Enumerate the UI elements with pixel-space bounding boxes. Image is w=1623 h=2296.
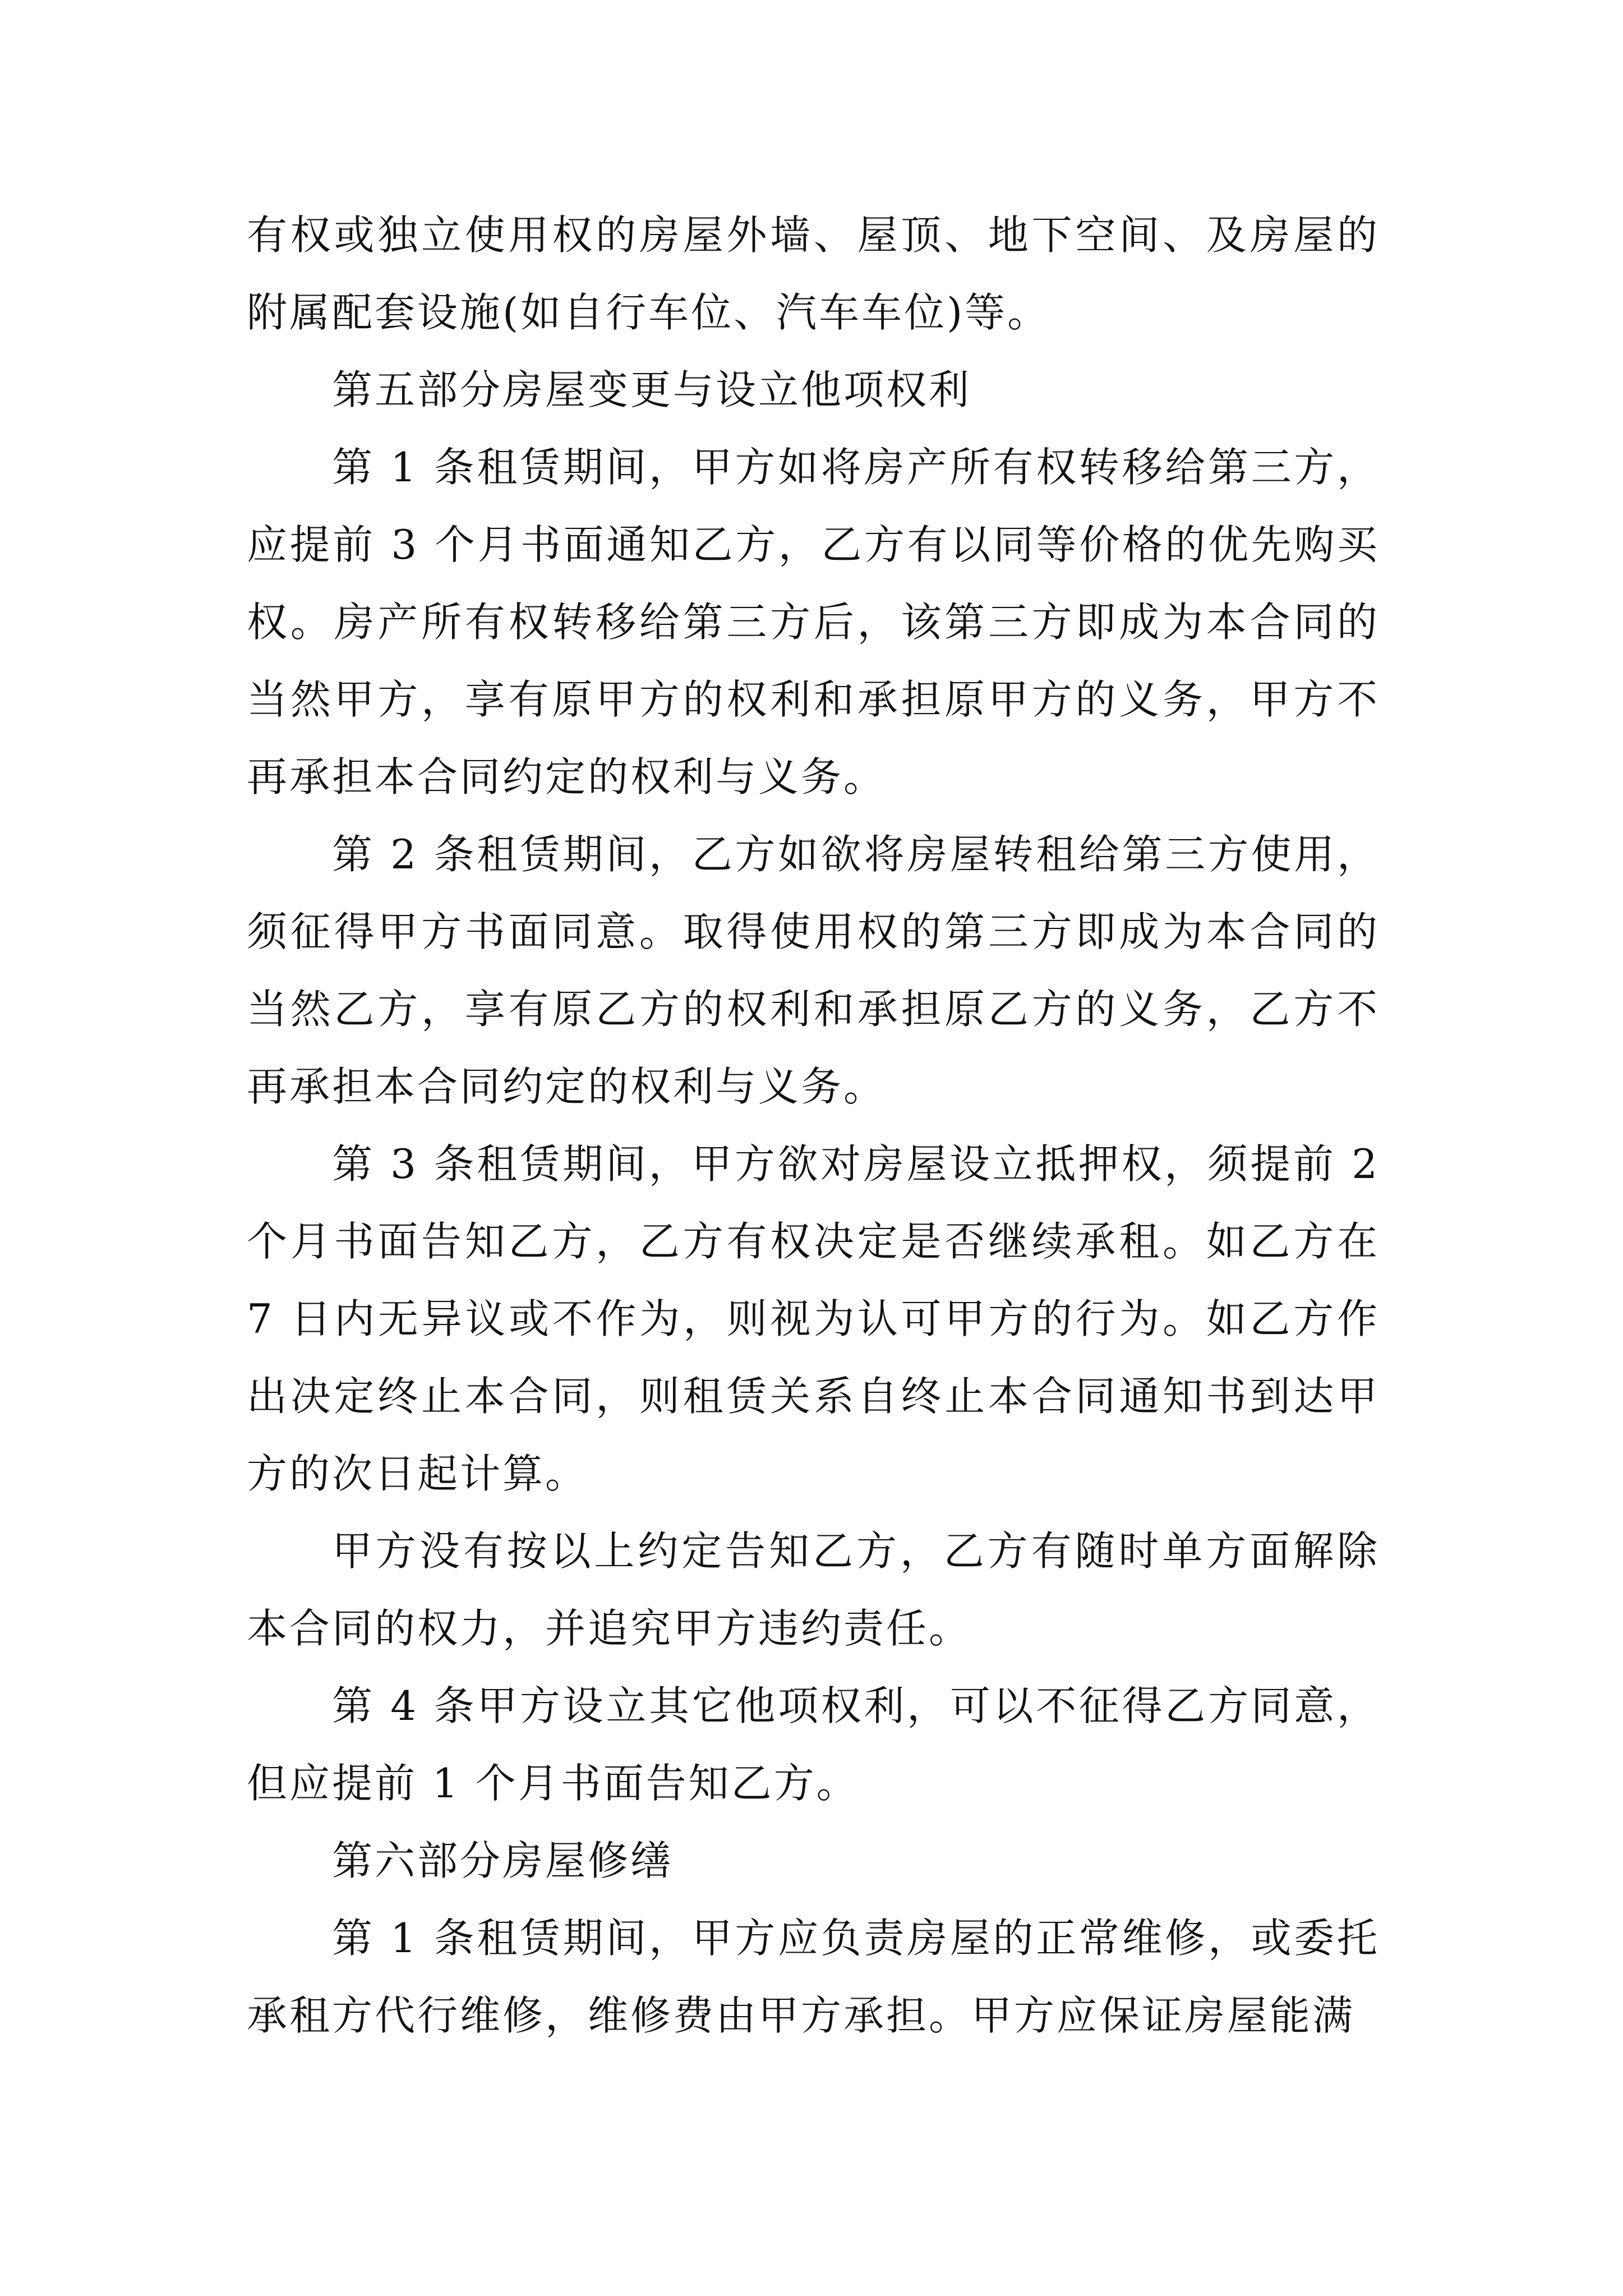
paragraph-article-1: 第 1 条租赁期间，甲方如将房产所有权转移给第三方，应提前 3 个月书面通知乙方，乙方有以同等价格的优先购买权。房产所有权转移给第三方后，该第三方即成为本合同的当然甲方，享有原甲方的权利和承担原甲方的义务，甲方不再承担本合同约定的权利与义务。	[247, 444, 1380, 800]
paragraph-continuation: 有权或独立使用权的房屋外墙、屋顶、地下空间、及房屋的附属配套设施(如自行车位、汽车车位)等。	[247, 211, 1380, 336]
section-heading-part5: 第五部分房屋变更与设立他项权利	[332, 366, 972, 413]
paragraph-article-4: 第 4 条甲方设立其它他项权利，可以不征得乙方同意，但应提前 1 个月书面告知乙方。	[247, 1682, 1380, 1807]
document-body	[247, 196, 1380, 2054]
paragraph-article-3-continued: 甲方没有按以上约定告知乙方，乙方有随时单方面解除本合同的权力，并追究甲方违约责任。	[247, 1527, 1380, 1652]
section-heading-part6: 第六部分房屋修缮	[332, 1837, 674, 1884]
paragraph-article-2: 第 2 条租赁期间，乙方如欲将房屋转租给第三方使用，须征得甲方书面同意。取得使用权的第三方即成为本合同的当然乙方，享有原乙方的权利和承担原乙方的义务，乙方不再承担本合同约定的权利与义务。	[247, 831, 1380, 1110]
paragraph-article-3: 第 3 条租赁期间，甲方欲对房屋设立抵押权，须提前 2 个月书面告知乙方，乙方有权决定是否继续承租。如乙方在 7 日内无异议或不作为，则视为认可甲方的行为。如乙方作出决定终止本合同，则租赁关系自终止本合同通知书到达甲方的次日起计算。	[247, 1140, 1380, 1497]
paragraph-part6-article-1: 第 1 条租赁期间，甲方应负责房屋的正常维修，或委托承租方代行维修，维修费由甲方承担。甲方应保证房屋能满	[247, 1915, 1380, 2039]
